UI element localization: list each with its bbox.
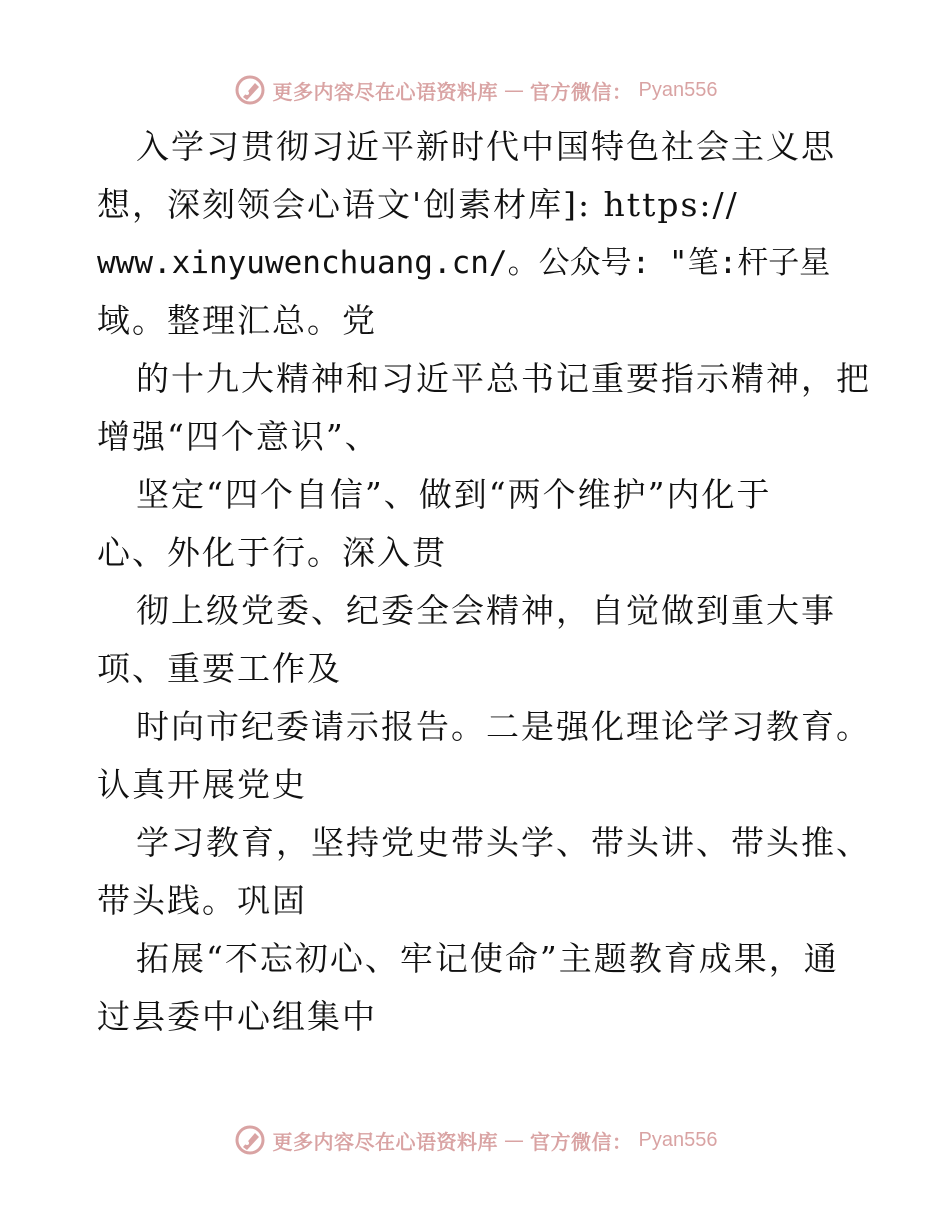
body-line: 认真开展党史 — [97, 765, 307, 804]
pen-nib-circle-icon — [233, 1123, 267, 1157]
watermark-brand: 更多内容尽在心语资料库 — [272, 1129, 499, 1154]
watermark-brand: 更多内容尽在心语资料库 — [272, 79, 499, 104]
body-line: 增强“四个意识”、 — [97, 417, 380, 456]
pen-nib-circle-icon — [233, 73, 267, 107]
body-line: 彻上级党委、纪委全会精神，自觉做到重大事 — [136, 591, 836, 630]
body-line: 想，深刻领会心语文'创素材库]: https:// — [97, 185, 739, 224]
header-watermark — [0, 70, 950, 110]
watermark-id: Pyan556 — [638, 1128, 718, 1151]
body-line: www.xinyuwenchuang.cn/。公众号: "笔:杆子星 — [97, 245, 831, 281]
body-line: 坚定“四个自信”、做到“两个维护”内化于 — [136, 475, 772, 514]
body-line: 过县委中心组集中 — [97, 997, 377, 1036]
body-line: 拓展“不忘初心、牢记使命”主题教育成果，通 — [136, 939, 839, 978]
watermark-label: 官方微信： — [530, 79, 633, 104]
body-line: 的十九大精神和习近平总书记重要指示精神，把 — [136, 359, 871, 398]
body-line: 域。整理汇总。党 — [97, 301, 377, 340]
body-line: 项、重要工作及 — [97, 649, 342, 688]
body-line: 时向市纪委请示报告。二是强化理论学习教育。 — [136, 707, 871, 746]
body-line: 入学习贯彻习近平新时代中国特色社会主义思 — [136, 127, 836, 166]
document-body — [97, 118, 871, 1046]
watermark-id: Pyan556 — [638, 78, 718, 101]
watermark-separator: — — [504, 78, 525, 102]
watermark-label: 官方微信： — [530, 1129, 633, 1154]
body-line: 心、外化于行。深入贯 — [97, 533, 447, 572]
watermark-separator: — — [504, 1128, 525, 1152]
footer-watermark — [0, 1120, 950, 1160]
body-line: 带头践。巩固 — [97, 881, 307, 920]
body-line: 学习教育，坚持党史带头学、带头讲、带头推、 — [136, 823, 871, 862]
